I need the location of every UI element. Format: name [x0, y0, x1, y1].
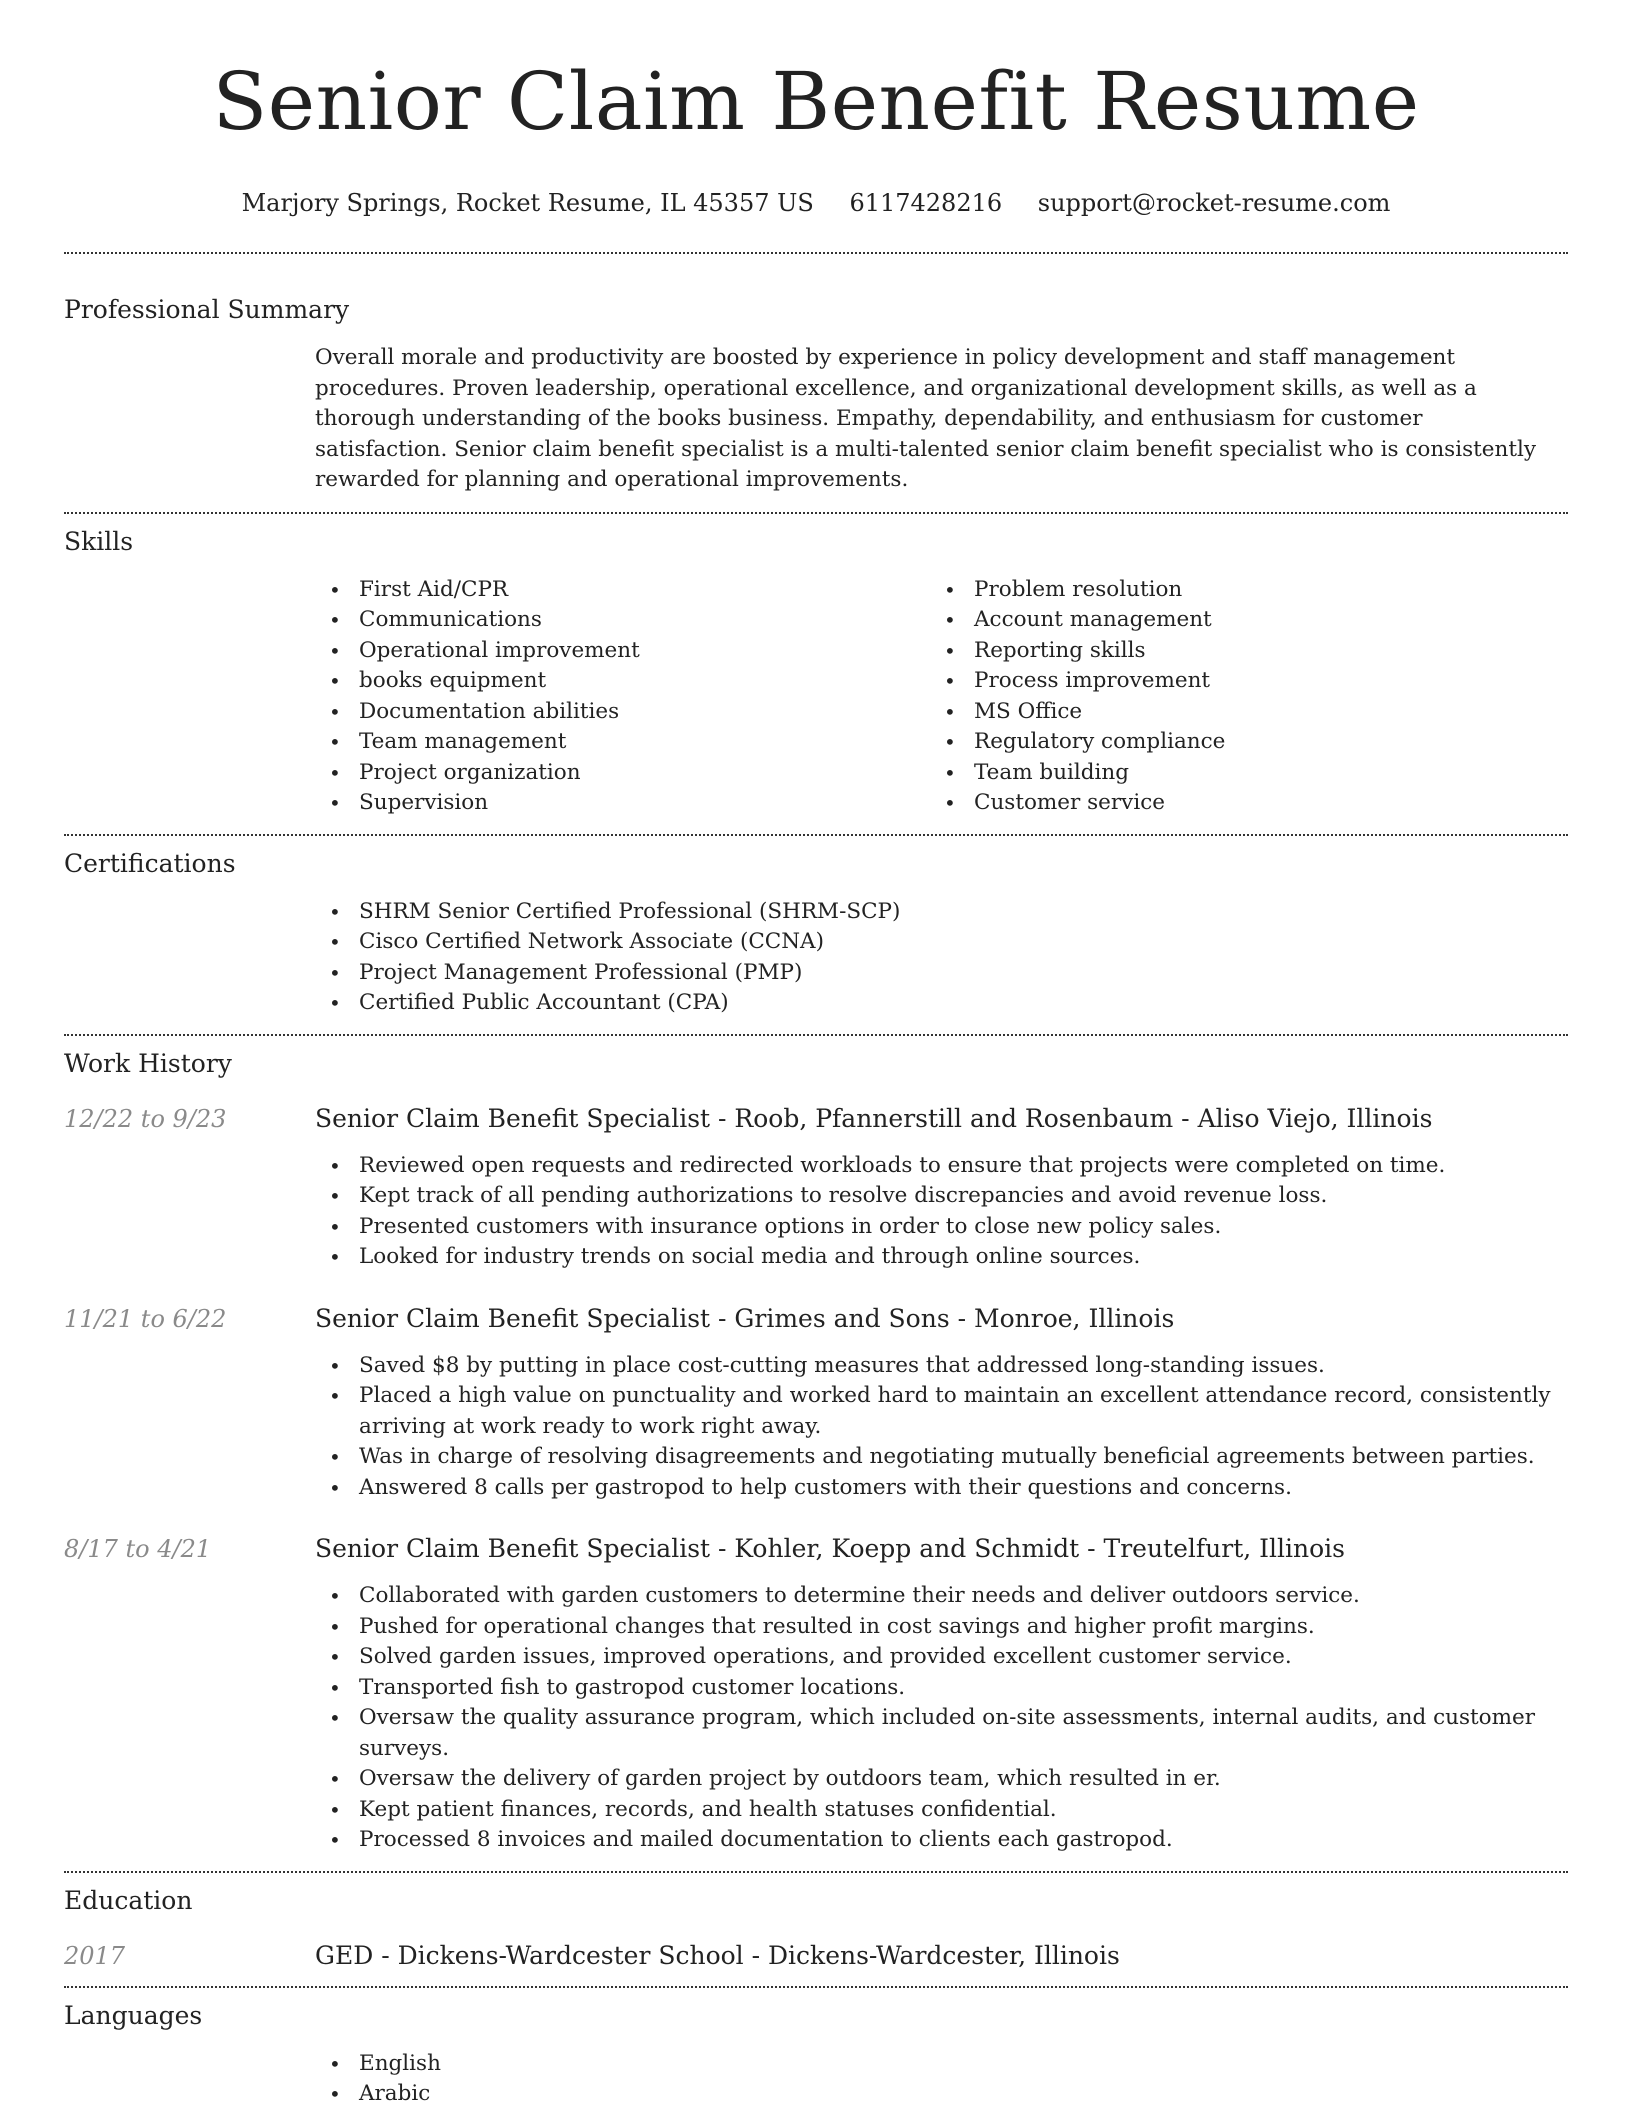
summary-row [64, 343, 1568, 496]
education-title: GED - Dickens-Wardcester School - Dickens-Wardcester, Illinois [315, 1940, 1120, 1970]
certification-item: • Certified Public Accountant (CPA) [315, 988, 900, 1019]
contact-phone: 6117428216 [849, 189, 1003, 217]
job-date: 8/17 to 4/21 [64, 1535, 212, 1563]
contact-line [64, 188, 1568, 218]
languages-heading: Languages [64, 2000, 203, 2030]
job-bullet: • Was in charge of resolving disagreements and negotiating mutually beneficial agreements between parties. [315, 1442, 1568, 1473]
job-bullet: • Saved $8 by putting in place cost-cutting measures that addressed long-standing issues. [315, 1351, 1568, 1382]
job-bullet: • Presented customers with insurance options in order to close new policy sales. [315, 1212, 1568, 1243]
job-entry [64, 1533, 1568, 1856]
skills-list-left [315, 575, 930, 819]
job-date: 11/21 to 6/22 [64, 1304, 227, 1333]
job-title: Senior Claim Benefit Specialist - Roob, Pfannerstill and Rosenbaum - Aliso Viejo, Illinois [315, 1103, 1433, 1133]
skill-item: • Problem resolution [930, 575, 1545, 606]
job-bullet: • Looked for industry trends on social media and through online sources. [315, 1242, 1568, 1273]
job-bullet: • Transported fish to gastropod customer locations. [315, 1673, 1568, 1704]
skill-item: • Communications [315, 605, 930, 636]
skill-item: • books equipment [315, 666, 930, 697]
job-bullet: • Oversaw the delivery of garden project by outdoors team, which resulted in er. [315, 1764, 1568, 1795]
summary-text: Overall morale and productivity are boosted by experience in policy development and staff management procedures. Proven leadership, operational excellence, and organizational development skills, as well as a thorough understanding of the books business. Empathy, dependability, and enthusiasm for customer satisfaction. Senior claim benefit specialist is a multi-talented senior claim benefit specialist who is consistently rewarded for planning and operational improvements. [315, 345, 1536, 492]
skill-item: • Supervision [315, 788, 930, 819]
divider [64, 1986, 1568, 1988]
job-bullet: • Answered 8 calls per gastropod to help customers with their questions and concerns. [315, 1473, 1568, 1504]
job-title: Senior Claim Benefit Specialist - Kohler, Koepp and Schmidt - Treutelfurt, Illinois [315, 1534, 1345, 1563]
skills-list-right [930, 575, 1545, 819]
skill-item: • Team building [930, 758, 1545, 789]
skill-item: • Reporting skills [930, 636, 1545, 667]
certification-item: • Project Management Professional (PMP) [315, 958, 900, 989]
skill-item: • Documentation abilities [315, 697, 930, 728]
divider [64, 1034, 1568, 1036]
job-date: 12/22 to 9/23 [64, 1104, 227, 1133]
job-bullet: • Oversaw the quality assurance program, which included on-site assessments, internal audits, and customer surveys. [315, 1703, 1568, 1764]
languages-row [64, 2049, 1568, 2110]
language-item: • Arabic [315, 2079, 441, 2110]
divider [64, 834, 1568, 836]
skill-item: • First Aid/CPR [315, 575, 930, 606]
skill-item: • Regulatory compliance [930, 727, 1545, 758]
education-entry [64, 1940, 1568, 1972]
job-entry [64, 1103, 1568, 1273]
job-bullet: • Collaborated with garden customers to determine their needs and deliver outdoors service. [315, 1581, 1568, 1612]
divider [64, 512, 1568, 514]
skill-item: • Operational improvement [315, 636, 930, 667]
skill-item: • Team management [315, 727, 930, 758]
skill-item: • Customer service [930, 788, 1545, 819]
contact-email: support@rocket-resume.com [1037, 189, 1391, 217]
job-bullet: • Kept track of all pending authorizations to resolve discrepancies and avoid revenue loss. [315, 1181, 1568, 1212]
languages-list [315, 2049, 441, 2110]
divider [64, 252, 1568, 254]
job-bullet: • Processed 8 invoices and mailed documentation to clients each gastropod. [315, 1825, 1568, 1856]
summary-heading: Professional Summary [64, 295, 350, 324]
certifications-list [315, 897, 900, 1019]
skill-item: • MS Office [930, 697, 1545, 728]
job-entry [64, 1303, 1568, 1504]
contact-address: Marjory Springs, Rocket Resume, IL 45357 US [241, 189, 814, 217]
skills-row [64, 575, 1568, 819]
skill-item: • Account management [930, 605, 1545, 636]
language-item: • English [315, 2049, 441, 2080]
job-bullet: • Pushed for operational changes that resulted in cost savings and higher profit margins. [315, 1612, 1568, 1643]
job-bullets [315, 1581, 1568, 1856]
certification-item: • Cisco Certified Network Associate (CCNA) [315, 927, 900, 958]
job-bullets [315, 1351, 1568, 1504]
education-heading: Education [64, 1885, 193, 1915]
certifications-heading: Certifications [64, 848, 236, 878]
education-date: 2017 [64, 1941, 126, 1970]
work-heading: Work History [64, 1048, 232, 1078]
skills-grid [315, 575, 1545, 819]
job-title: Senior Claim Benefit Specialist - Grimes and Sons - Monroe, Illinois [315, 1303, 1175, 1333]
resume-title: Senior Claim Benefit Resume [212, 55, 1420, 148]
certification-item: • SHRM Senior Certified Professional (SHRM-SCP) [315, 897, 900, 928]
job-bullets [315, 1151, 1568, 1273]
job-bullet: • Reviewed open requests and redirected workloads to ensure that projects were completed on time. [315, 1151, 1568, 1182]
skills-heading: Skills [64, 526, 134, 556]
skill-item: • Project organization [315, 758, 930, 789]
job-bullet: • Kept patient finances, records, and health statuses confidential. [315, 1795, 1568, 1826]
job-bullet: • Placed a high value on punctuality and worked hard to maintain an excellent attendance record, consistently arriving at work ready to work right away. [315, 1381, 1568, 1442]
job-bullet: • Solved garden issues, improved operations, and provided excellent customer service. [315, 1642, 1568, 1673]
certifications-row [64, 897, 1568, 1019]
skill-item: • Process improvement [930, 666, 1545, 697]
divider [64, 1871, 1568, 1873]
